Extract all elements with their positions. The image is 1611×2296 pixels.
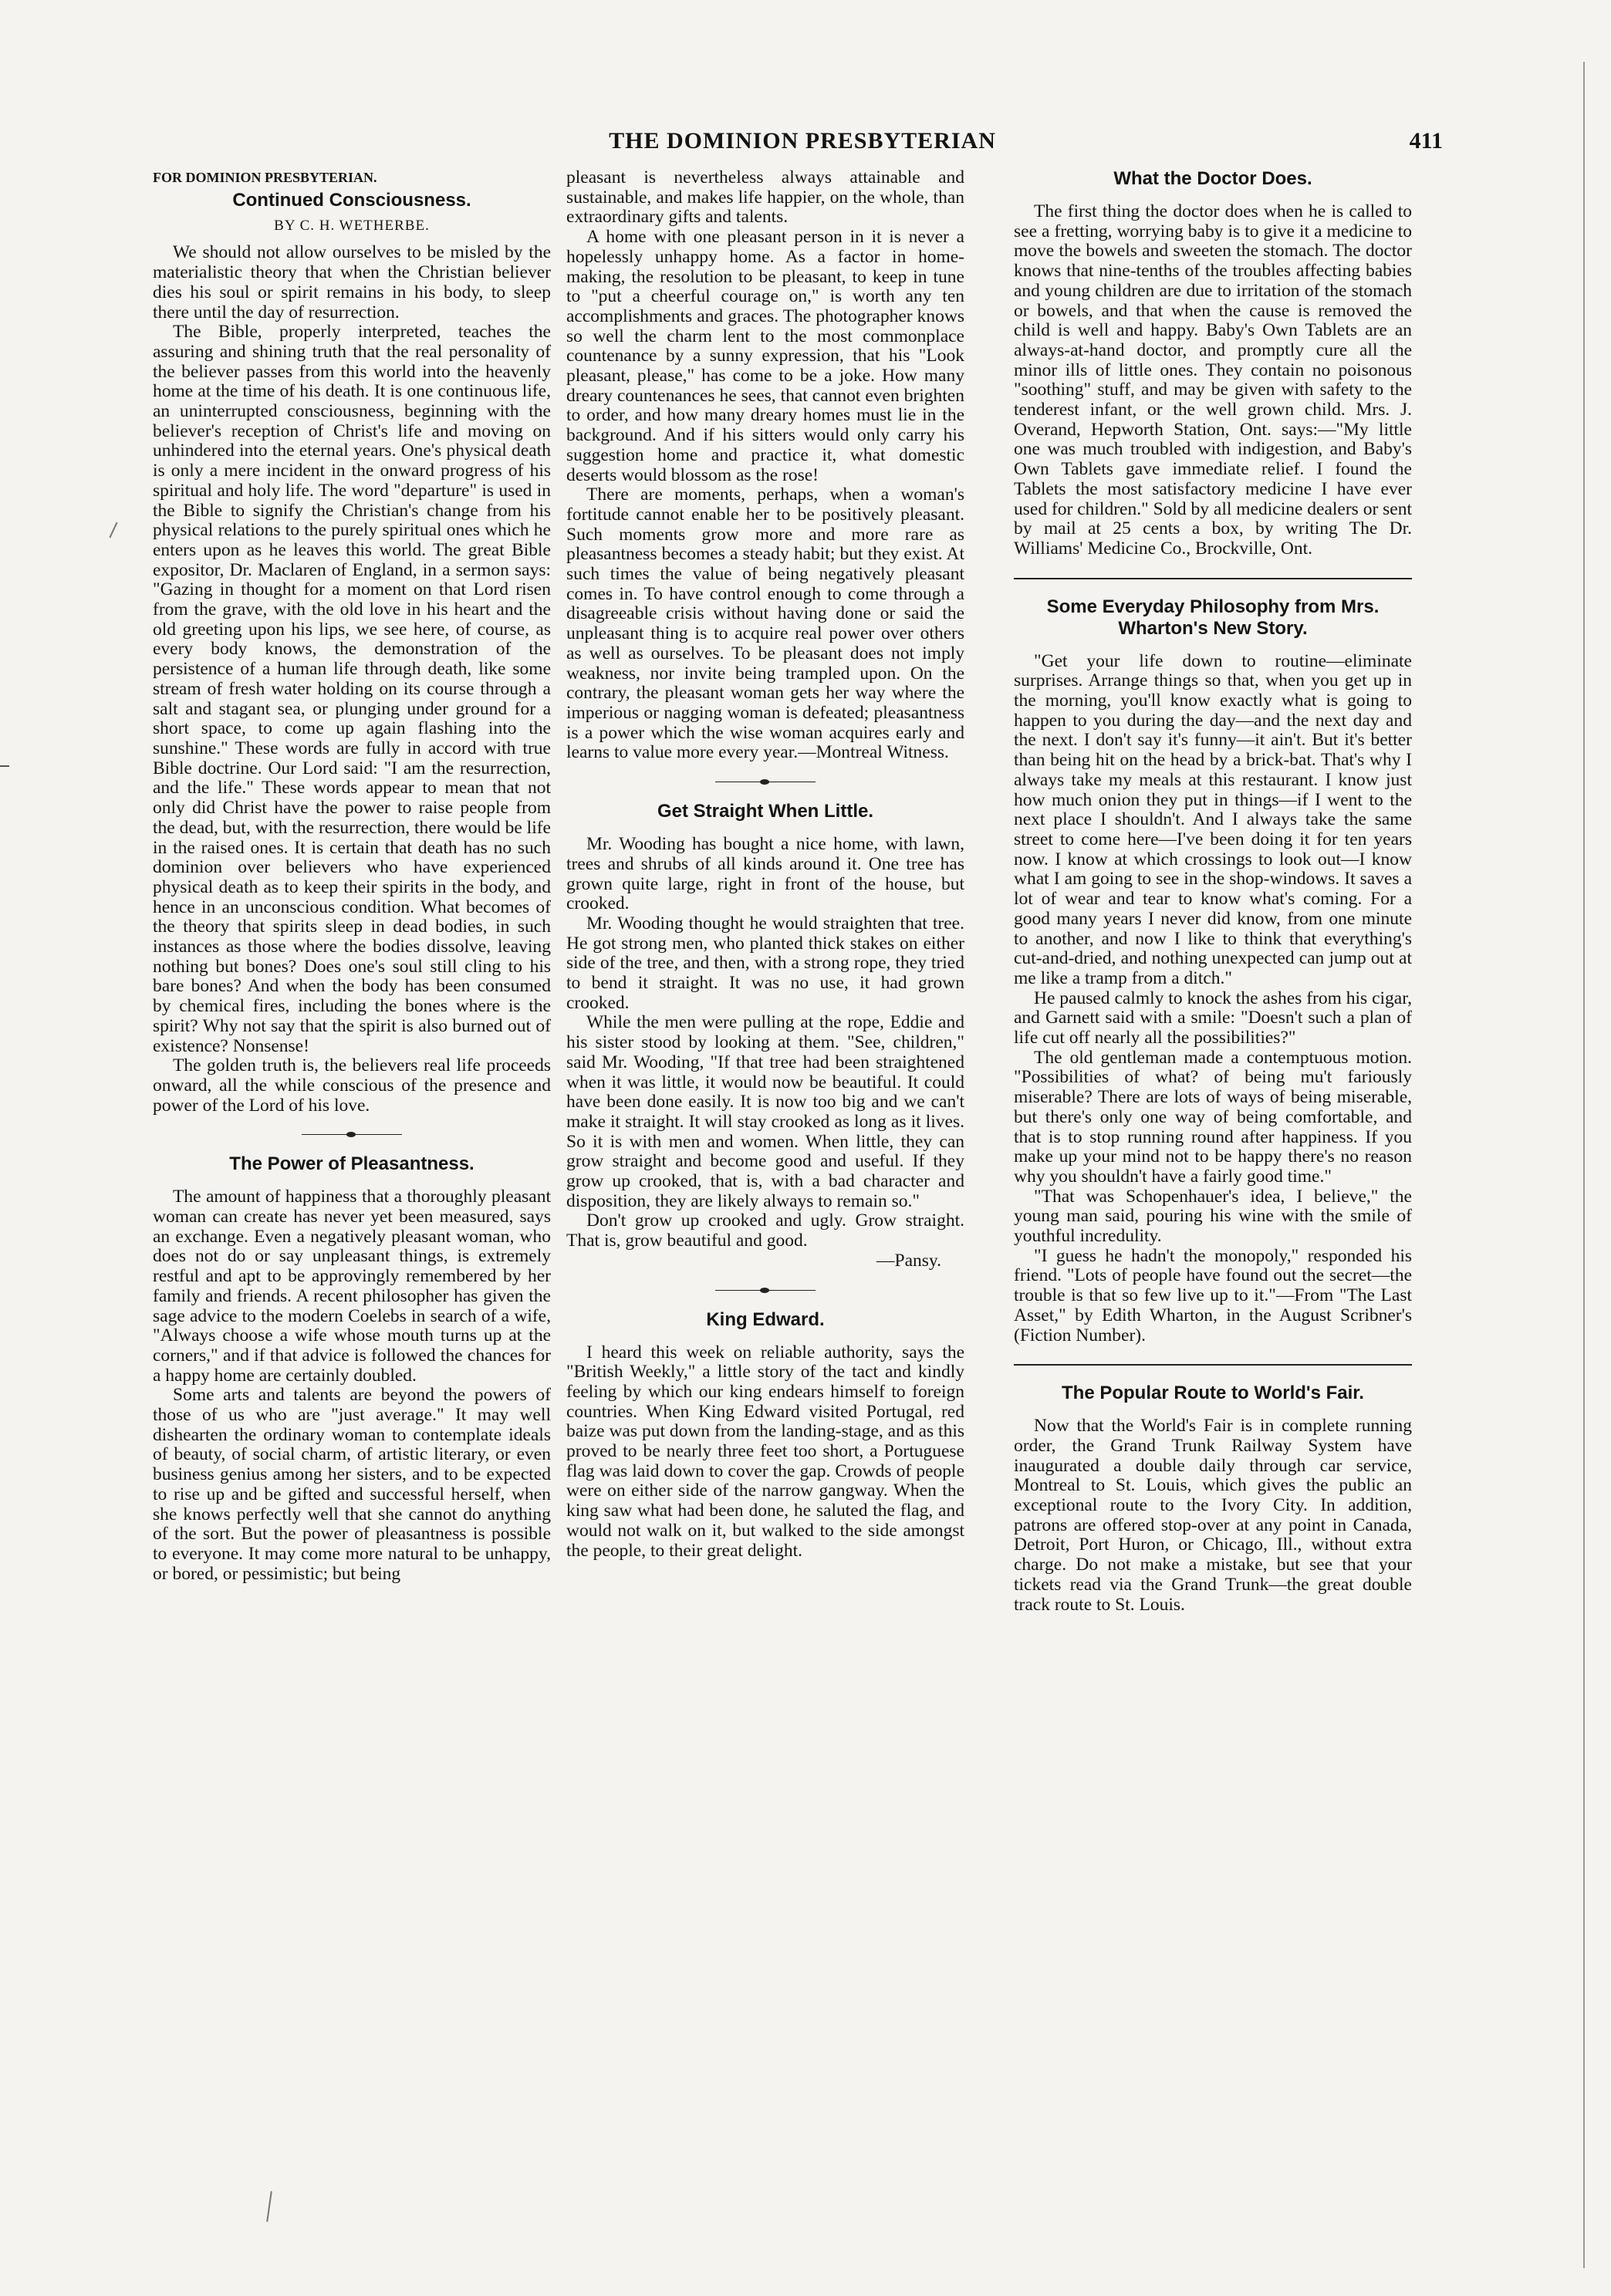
article-byline: BY C. H. WETHERBE. — [274, 217, 430, 234]
margin-pencil-mark — [266, 2191, 272, 2222]
article-paragraph: Mr. Wooding has bought a nice home, with lawn, trees and shrubs of all kinds around it. One tree has grown quite large, right in front of the house, but crooked. — [566, 834, 964, 914]
article-paragraph: While the men were pulling at the rope, Eddie and his sister stood by looking at them. "See, children," said Mr. Wooding, "If that tree had been straightened when it was little, it would now be beautiful. It could have been done easily. It is now too big and we can't make it straight. It will stay crooked as long as it lives. So it is with men and women. When little, they can grow straight and become good and useful. If they grow up crooked, that is, with a bad character and disposition, they are likely always to remain so." — [566, 1012, 964, 1211]
article-paragraph: Some arts and talents are beyond the powers of those of us who are "just average." It may well dishearten the ordinary woman to contemplate ideals of beauty, of social charm, of artistic literary, or even business genius among her sisters, and to be expected to rise up and be gifted and successful herself, when she knows perfectly well that she cannot do anything of the sort. But the power of pleasantness is possible to everyone. It may come more natural to be unhappy, or bored, or pessimistic; but being — [153, 1385, 551, 1584]
article-paragraph: Mr. Wooding thought he would straighten that tree. He got strong men, who planted thick stakes on either side of the tree, and then, with a strong rope, they tried to bend it straight. It was no use, it had grown crooked. — [566, 913, 964, 1013]
article-title-doctor: What the Doctor Does. — [1113, 168, 1312, 189]
article-paragraph: There are moments, perhaps, when a woman's fortitude cannot enable her to be positively pleasant. Such moments grow more and more rare as pleasantness becomes a steady habit; but they exist. At such times the value of being negatively pleasant comes in. To have control enough to come through a disagreeable crisis without having done or said the unpleasant thing is to acquire real power over others as well as ourselves. To be pleasant does not imply weakness, nor invite being trampled upon. On the contrary, the pleasant woman gets her way where the imperious or nagging woman is defeated; pleasantness is a power which the wise woman acquires early and learns to value more every year.—Montreal Witness. — [566, 485, 964, 763]
scan-edge-line — [1583, 62, 1585, 2268]
article-signature: —Pansy. — [876, 1250, 941, 1271]
article-paragraph: "That was Schopenhauer's idea, I believe," the young man said, pouring his wine with the smile of youthful incredulity. — [1014, 1186, 1412, 1247]
article-paragraph: Now that the World's Fair is in complete running order, the Grand Trunk Railway System have inaugurated a double daily through car service, Montreal to St. Louis, which gives the public an exceptional route to the Ivory City. In addition, patrons are offered stop-over at any point in Canada, Detroit, Port Huron, or Chicago, Ill., without extra charge. Do not make a mistake, but see that your tickets read via the Grand Trunk—the great double track route to St. Louis. — [1014, 1416, 1412, 1615]
article-paragraph: The old gentleman made a contemptuous motion. "Possibilities of what? of being mu't fariously miserable? There are lots of ways of being miserable, but there's only one way of being comfortable, and that is to stop running round after happiness. If you make up your mind not to be happy there's no reason why you shouldn't have a fairly good time." — [1014, 1047, 1412, 1187]
section-separator — [302, 1134, 402, 1135]
section-rule — [1014, 578, 1412, 579]
page-number: 411 — [1409, 128, 1443, 154]
article-paragraph: The Bible, properly interpreted, teaches the assuring and shining truth that the real personality of the believer passes from this world into the heavenly home at the time of his death. It is one continuous life, an uninterrupted consciousness, beginning with the believer's reception of Christ's life and moving on unhindered into the eternal years. One's physical death is only a mere incident in the onward progress of his spiritual and holy life. The word "departure" is used in the Bible to signify the Christian's change from his physical relations to the purely spiritual ones which he enters upon as he leaves this world. The great Bible expositor, Dr. Maclaren of England, in a sermon says: "Gazing in thought for a moment on that Lord risen from the grave, with the old love in his heart and the old greeting upon his lips, we see here, of course, as every body knows, the demonstration of the persistence of a human life through death, like some stream of fresh water holding on its course through a salt and stagant sea, or plunging under ground for a short space, to come up again flashing into the sunshine." These words are fully in accord with true Bible doctrine. Our Lord said: "I am the resurrection, and the life." These words appear to mean that not only did Christ have the power to raise people from the dead, but, with the resurrection, there would be life in the raised ones. It is certain that death has no such dominion over believers who have experienced physical death as to keep their spirits in the body, and hence in an unconscious condition. What becomes of the theory that spirits sleep in dead bodies, in such instances as those where the bodies dissolve, leaving nothing but bones? Does one's soul still cling to his bare bones? And when the body has been consumed by chemical fires, including the bones where is the spirit? Why not say that the spirit is also burned out of existence? Nonsense! — [153, 322, 551, 1056]
margin-tick-mark — [0, 765, 9, 767]
article-paragraph: He paused calmly to knock the ashes from his cigar, and Garnett said with a smile: "Doesn't such a plan of life cut off nearly all the possibilities?" — [1014, 988, 1412, 1048]
article-title-straight: Get Straight When Little. — [657, 801, 873, 822]
article-title-king: King Edward. — [706, 1308, 825, 1330]
article-title-consciousness: Continued Consciousness. — [232, 189, 471, 211]
article-title-fair: The Popular Route to World's Fair. — [1062, 1383, 1364, 1404]
column-1 — [153, 168, 551, 1584]
column-2 — [566, 168, 964, 1561]
article-kicker: FOR DOMINION PRESBYTERIAN. — [153, 170, 377, 185]
article-paragraph: Don't grow up crooked and ugly. Grow straight. That is, grow beautiful and good. — [566, 1210, 964, 1251]
margin-pencil-mark — [109, 522, 117, 539]
column-3 — [1014, 168, 1412, 1615]
article-paragraph: We should not allow ourselves to be misled by the materialistic theory that when the Christian believer dies his soul or spirit remains in his body, to sleep there until the day of resurrection. — [153, 242, 551, 322]
article-paragraph: The golden truth is, the believers real life proceeds onward, all the while conscious of the presence and power of the Lord of his love. — [153, 1055, 551, 1116]
article-paragraph: "Get your life down to routine—eliminate surprises. Arrange things so that, when you get up in the morning, you'll know exactly what is going to happen to you during the day—and the next day and the next. I don't say it's funny—it ain't. But it's better than being hit on the head by a brick-bat. That's why I always take my meals at this restaurant. I know just how much onion they put in things—if I went to the next place I shouldn't. And I always take the same street to come here—I've been doing it for ten years now. I know at which crossings to look out—I know what I am going to see in the shop-windows. It saves a lot of wear and tear to know what's coming. For a good many years I never did know, from one minute to another, and now I like to think that everything's cut-and-dried, and nothing unexpected can jump out at me like a tramp from a ditch." — [1014, 650, 1412, 988]
section-rule — [1014, 1364, 1412, 1366]
article-paragraph: The amount of happiness that a thoroughly pleasant woman can create has never yet been measured, says an exchange. Even a negatively pleasant woman, who does not do or say unpleasant things, is extremely restful and apt to be approvingly remembered by her family and friends. A recent philosopher has given the sage advice to the modern Coelebs in search of a wife, "Always choose a wife whose mouth turns up at the corners," and if that advice is followed the chances for a happy home are certainly doubled. — [153, 1187, 551, 1386]
article-paragraph: I heard this week on reliable authority, says the "British Weekly," a little story of the tact and kindly feeling by which our king endears himself to foreign countries. When King Edward visited Portugal, red baize was put down from the landing-stage, and as this proved to be nearly three feet too short, a Portuguese flag was laid down to cover the gap. Crowds of people were on either side of the narrow gangway. When the king saw what had been done, he saluted the flag, and would not walk on it, but walked to the side amongst the people, to their great delight. — [566, 1342, 964, 1561]
running-head: THE DOMINION PRESBYTERIAN — [609, 128, 996, 154]
article-paragraph: A home with one pleasant person in it is never a hopelessly unhappy home. As a factor in home-making, the resolution to be pleasant, to keep in tune to "put a cheerful courage on," is worth any ten accomplishments and graces. The photographer knows so well the charm lent to the most commonplace countenance by a sunny expression, that his "Look pleasant, please," has come to be a joke. How many dreary countenances he sees, that cannot even brighten to order, and how many dreary homes must lie in the background. And if his sitters would only carry his suggestion home and practice it, what domestic deserts would blossom as the rose! — [566, 227, 964, 485]
article-paragraph: The first thing the doctor does when he is called to see a fretting, worrying baby is to give it a medicine to move the bowels and sweeten the stomach. The doctor knows that nine-tenths of the troubles affecting babies and young children are due to irritation of the stomach or bowels, and that when the cause is removed the child is well and happy. Baby's Own Tablets are an always-at-hand doctor, and promptly cure all the minor ills of little ones. They contain no poisonous "soothing" stuff, and may be given with safety to the tenderest infant, or the well grown child. Mrs. J. Overand, Hepworth Station, Ont. says:—"My little one was much troubled with indigestion, and Baby's Own Tablets gave immediate relief. I found the Tablets the most satisfactory medicine I have ever used for children." Sold by all medicine dealers or sent by mail at 25 cents a box, by writing The Dr. Williams' Medicine Co., Brockville, Ont. — [1014, 201, 1413, 559]
section-separator — [715, 1290, 816, 1291]
article-paragraph: pleasant is nevertheless always attainable and sustainable, and makes life happier, on the whole, than extraordinary gifts and talents. — [566, 167, 964, 228]
article-paragraph: "I guess he hadn't the monopoly," responded his friend. "Lots of people have found out the secret—the trouble is that so few live up to it."—From "The Last Asset," by Edith Wharton, in the August Scribner's (Fiction Number). — [1014, 1245, 1412, 1346]
article-title-philosophy: Some Everyday Philosophy from Mrs. Wharton's New Story. — [1046, 596, 1380, 639]
article-title-pleasantness: The Power of Pleasantness. — [229, 1153, 475, 1175]
